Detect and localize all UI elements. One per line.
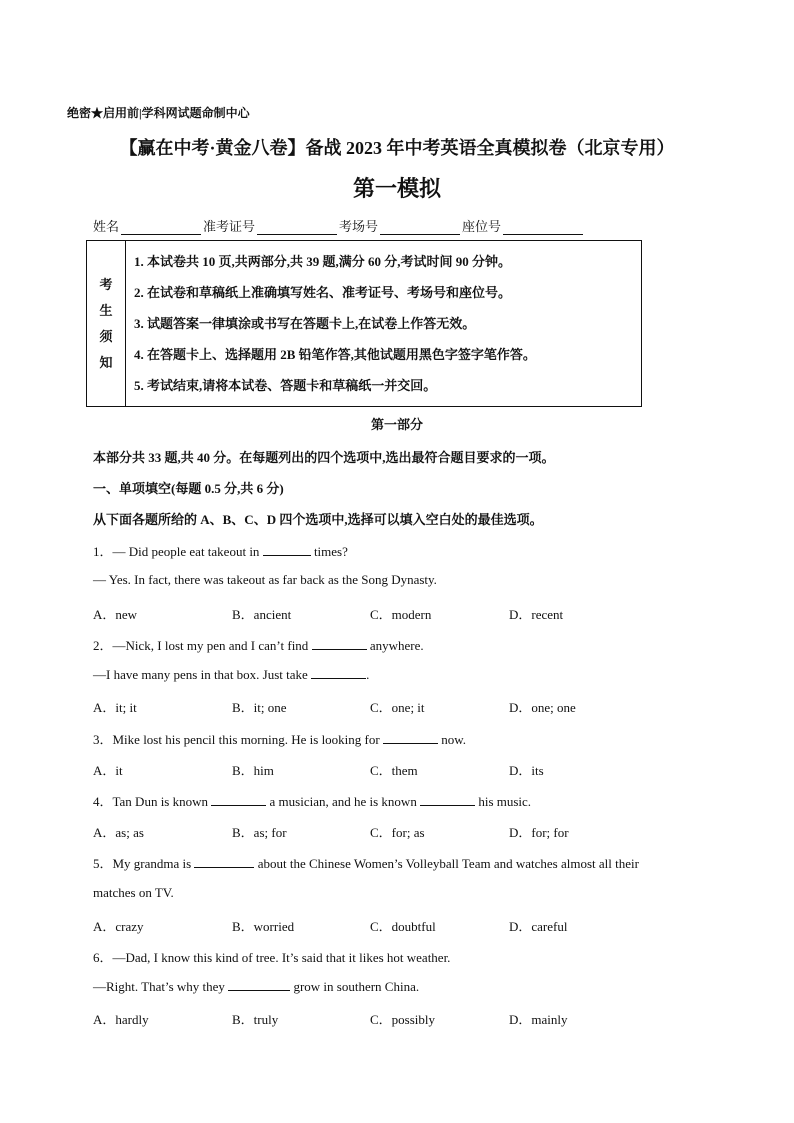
- option-c[interactable]: C．modern: [370, 607, 432, 622]
- option-d[interactable]: D．for; for: [509, 825, 569, 840]
- notice-label-char: 考: [99, 276, 113, 292]
- info-label-seat: 座位号: [462, 219, 502, 234]
- info-label-exam-id: 准考证号: [203, 219, 256, 234]
- answer-blank[interactable]: [311, 666, 366, 679]
- part-instruction: 本部分共 33 题,共 40 分。在每题列出的四个选项中,选出最符合题目要求的一项。: [93, 450, 555, 465]
- option-a[interactable]: A．new: [93, 607, 138, 622]
- option-a[interactable]: A．hardly: [93, 1012, 149, 1027]
- notice-item: 5. 考试结束,请将本试卷、答题卡和草稿纸一并交回。: [134, 378, 437, 393]
- option-d[interactable]: D．mainly: [509, 1012, 568, 1027]
- question-6-reply: —Right. That’s why they grow in southern China.: [93, 979, 420, 994]
- exam-id-blank[interactable]: [257, 220, 337, 235]
- notice-item: 2. 在试卷和草稿纸上准确填写姓名、准考证号、考场号和座位号。: [134, 285, 512, 300]
- option-b[interactable]: B．him: [232, 763, 274, 778]
- info-label-room: 考场号: [339, 219, 379, 234]
- option-a[interactable]: A．crazy: [93, 919, 144, 934]
- option-d[interactable]: D．recent: [509, 607, 564, 622]
- question-3-stem: 3．Mike lost his pencil this morning. He is looking for now.: [93, 732, 467, 747]
- question-6-stem: 6．—Dad, I know this kind of tree. It’s said that it likes hot weather.: [93, 950, 451, 965]
- option-a[interactable]: A．as; as: [93, 825, 144, 840]
- exam-subtitle: 第一模拟: [352, 176, 441, 201]
- seat-blank[interactable]: [503, 220, 583, 235]
- exam-title: 【赢在中考·黄金八卷】备战 2023 年中考英语全真模拟卷（北京专用）: [119, 138, 675, 158]
- notice-label-char: 生: [99, 302, 113, 318]
- question-2-stem: 2．—Nick, I lost my pen and I can’t find anywhere.: [93, 638, 424, 653]
- option-c[interactable]: C．them: [370, 763, 418, 778]
- notice-item: 4. 在答题卡上、选择题用 2B 铅笔作答,其他试题用黑色字签字笔作答。: [134, 347, 536, 362]
- question-1-reply: — Yes. In fact, there was takeout as far back as the Song Dynasty.: [93, 572, 437, 587]
- section-instruction: 从下面各题所给的 A、B、C、D 四个选项中,选择可以填入空白处的最佳选项。: [93, 512, 543, 527]
- question-1-stem: 1．— Did people eat takeout in times?: [93, 544, 348, 559]
- option-b[interactable]: B．it; one: [232, 700, 287, 715]
- answer-blank[interactable]: [383, 731, 438, 744]
- option-a[interactable]: A．it; it: [93, 700, 137, 715]
- option-b[interactable]: B．worried: [232, 919, 295, 934]
- option-c[interactable]: C．one; it: [370, 700, 425, 715]
- info-label-name: 姓名: [93, 219, 120, 234]
- notice-item: 3. 试题答案一律填涂或书写在答题卡上,在试卷上作答无效。: [134, 316, 476, 331]
- question-5-stem-cont: matches on TV.: [93, 885, 174, 900]
- question-4-stem: 4．Tan Dun is known a musician, and he is known his music.: [93, 794, 532, 809]
- option-d[interactable]: D．one; one: [509, 700, 576, 715]
- section-title: 一、单项填空(每题 0.5 分,共 6 分): [93, 481, 284, 496]
- question-5-stem: 5．My grandma is about the Chinese Women’s Volleyball Team and watches almost all their: [93, 856, 639, 871]
- option-b[interactable]: B．ancient: [232, 607, 292, 622]
- question-2-reply: —I have many pens in that box. Just take .: [93, 667, 370, 682]
- notice-item: 1. 本试卷共 10 页,共两部分,共 39 题,满分 60 分,考试时间 90 分钟。: [134, 254, 512, 269]
- option-d[interactable]: D．careful: [509, 919, 568, 934]
- notice-label-char: 知: [99, 354, 113, 370]
- notice-label-char: 须: [99, 328, 113, 344]
- option-b[interactable]: B．truly: [232, 1012, 279, 1027]
- answer-blank[interactable]: [312, 637, 367, 650]
- answer-blank[interactable]: [228, 978, 290, 991]
- room-blank[interactable]: [380, 220, 460, 235]
- notice-label: [87, 241, 126, 406]
- confidential-header: 绝密★启用前|学科网试题命制中心: [67, 106, 250, 120]
- option-c[interactable]: C．possibly: [370, 1012, 436, 1027]
- option-c[interactable]: C．doubtful: [370, 919, 436, 934]
- answer-blank[interactable]: [211, 793, 266, 806]
- answer-blank[interactable]: [420, 793, 475, 806]
- option-d[interactable]: D．its: [509, 763, 544, 778]
- option-a[interactable]: A．it: [93, 763, 123, 778]
- name-blank[interactable]: [121, 220, 201, 235]
- option-b[interactable]: B．as; for: [232, 825, 287, 840]
- candidate-info-row: [93, 216, 585, 235]
- answer-blank[interactable]: [194, 855, 254, 868]
- option-c[interactable]: C．for; as: [370, 825, 425, 840]
- answer-blank[interactable]: [263, 543, 311, 556]
- notice-items: [126, 241, 641, 406]
- part-title: 第一部分: [370, 417, 423, 432]
- candidate-notice-box: [86, 240, 642, 407]
